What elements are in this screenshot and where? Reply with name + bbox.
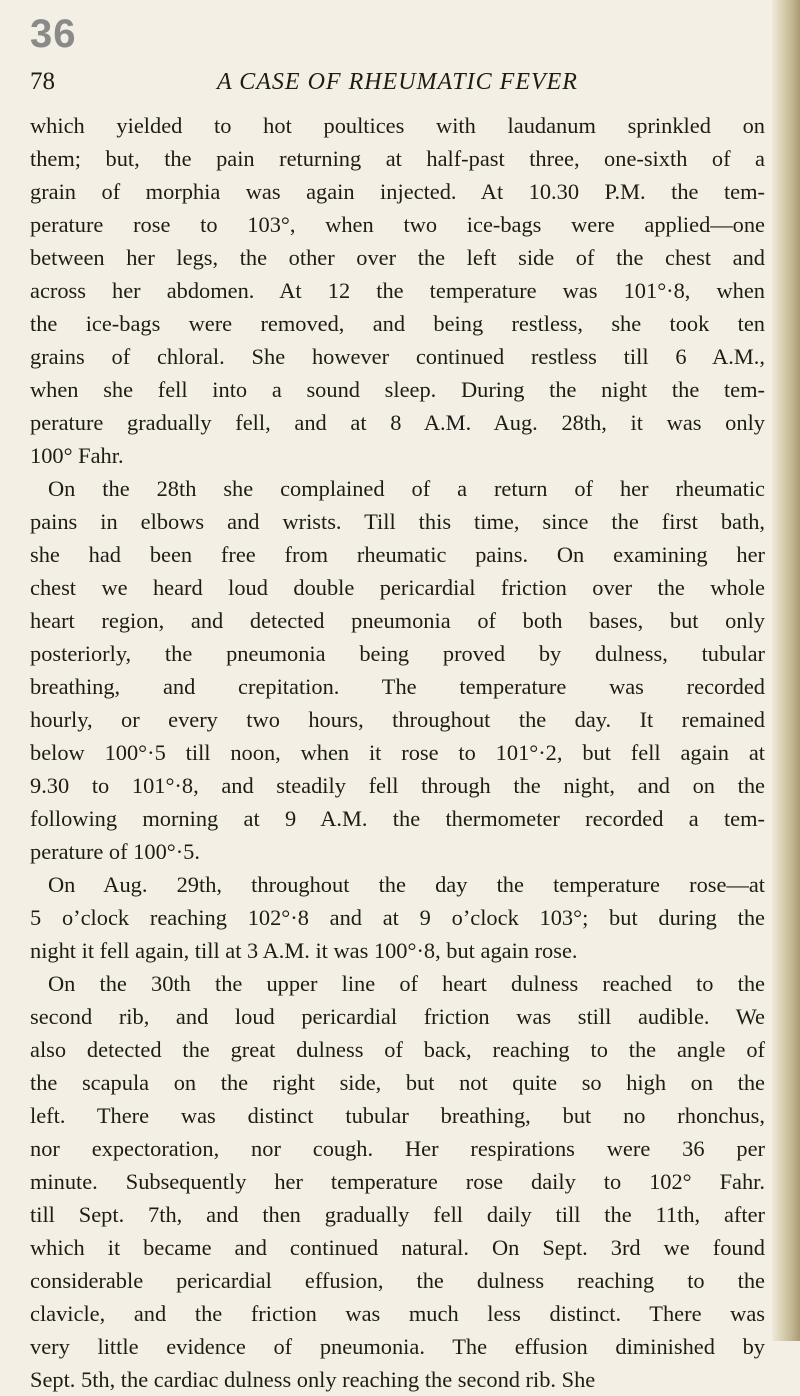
text-line: grain of morphia was again injected. At 10.30 P.M. the tem- xyxy=(30,179,765,204)
paragraph xyxy=(30,109,765,472)
text-line: 9.30 to 101°·8, and steadily fell through the night, and on the xyxy=(30,773,765,798)
text-line: pains in elbows and wrists. Till this time, since the first bath, xyxy=(30,509,765,534)
paragraph xyxy=(30,868,765,967)
text-line: minute. Subsequently her temperature rose daily to 102° Fahr. xyxy=(30,1169,765,1194)
text-line: left. There was distinct tubular breathing, but no rhonchus, xyxy=(30,1103,765,1128)
page-stamp-number: 36 xyxy=(30,12,77,56)
text-line: chest we heard loud double pericardial friction over the whole xyxy=(30,575,765,600)
page-spine-shadow xyxy=(772,0,800,1341)
text-line: following morning at 9 A.M. the thermometer recorded a tem- xyxy=(30,806,765,831)
text-line: which yielded to hot poultices with laudanum sprinkled on xyxy=(30,113,765,138)
text-line: nor expectoration, nor cough. Her respirations were 36 per xyxy=(30,1136,765,1161)
text-line: perature gradually fell, and at 8 A.M. Aug. 28th, it was only xyxy=(30,410,765,435)
text-line: she had been free from rheumatic pains. On examining her xyxy=(30,542,765,567)
text-line: them; but, the pain returning at half-past three, one-sixth of a xyxy=(30,146,765,171)
text-line: considerable pericardial effusion, the dulness reaching to the xyxy=(30,1268,765,1293)
text-line: On the 30th the upper line of heart dulness reached to the xyxy=(48,971,765,996)
text-line: perature of 100°·5. xyxy=(30,839,200,864)
text-line: Sept. 5th, the cardiac dulness only reaching the second rib. She xyxy=(30,1367,596,1392)
text-line: below 100°·5 till noon, when it rose to 101°·2, but fell again at xyxy=(30,740,765,765)
text-line: night it fell again, till at 3 A.M. it was 100°·8, but again rose. xyxy=(30,938,578,963)
page-number: 78 xyxy=(30,68,55,95)
text-line: clavicle, and the friction was much less distinct. There was xyxy=(30,1301,765,1326)
paragraph xyxy=(30,967,765,1396)
text-line: 100° Fahr. xyxy=(30,443,124,468)
text-line: 5 o’clock reaching 102°·8 and at 9 o’clock 103°; but during the xyxy=(30,905,765,930)
text-line: the ice-bags were removed, and being restless, she took ten xyxy=(30,311,765,336)
text-line: On Aug. 29th, throughout the day the temperature rose—at xyxy=(48,872,765,897)
running-head: A CASE OF RHEUMATIC FEVER xyxy=(217,69,578,95)
text-line: perature rose to 103°, when two ice-bags were applied—one xyxy=(30,212,765,237)
text-line: the scapula on the right side, but not quite so high on the xyxy=(30,1070,765,1095)
text-line: breathing, and crepitation. The temperature was recorded xyxy=(30,674,765,699)
text-line: On the 28th she complained of a return of her rheumatic xyxy=(48,476,765,501)
text-line: also detected the great dulness of back, reaching to the angle of xyxy=(30,1037,765,1062)
text-line: heart region, and detected pneumonia of both bases, but only xyxy=(30,608,765,633)
paragraph xyxy=(30,472,765,868)
text-line: when she fell into a sound sleep. During the night the tem- xyxy=(30,377,765,402)
page-header xyxy=(30,62,765,102)
text-line: very little evidence of pneumonia. The effusion diminished by xyxy=(30,1334,765,1359)
text-line: posteriorly, the pneumonia being proved by dulness, tubular xyxy=(30,641,765,666)
text-line: across her abdomen. At 12 the temperature was 101°·8, when xyxy=(30,278,765,303)
text-line: grains of chloral. She however continued restless till 6 A.M., xyxy=(30,344,765,369)
body-text xyxy=(30,109,765,1396)
text-line: which it became and continued natural. On Sept. 3rd we found xyxy=(30,1235,765,1260)
text-line: second rib, and loud pericardial friction was still audible. We xyxy=(30,1004,765,1029)
text-line: between her legs, the other over the left side of the chest and xyxy=(30,245,765,270)
text-line: till Sept. 7th, and then gradually fell daily till the 11th, after xyxy=(30,1202,765,1227)
text-line: hourly, or every two hours, throughout the day. It remained xyxy=(30,707,765,732)
